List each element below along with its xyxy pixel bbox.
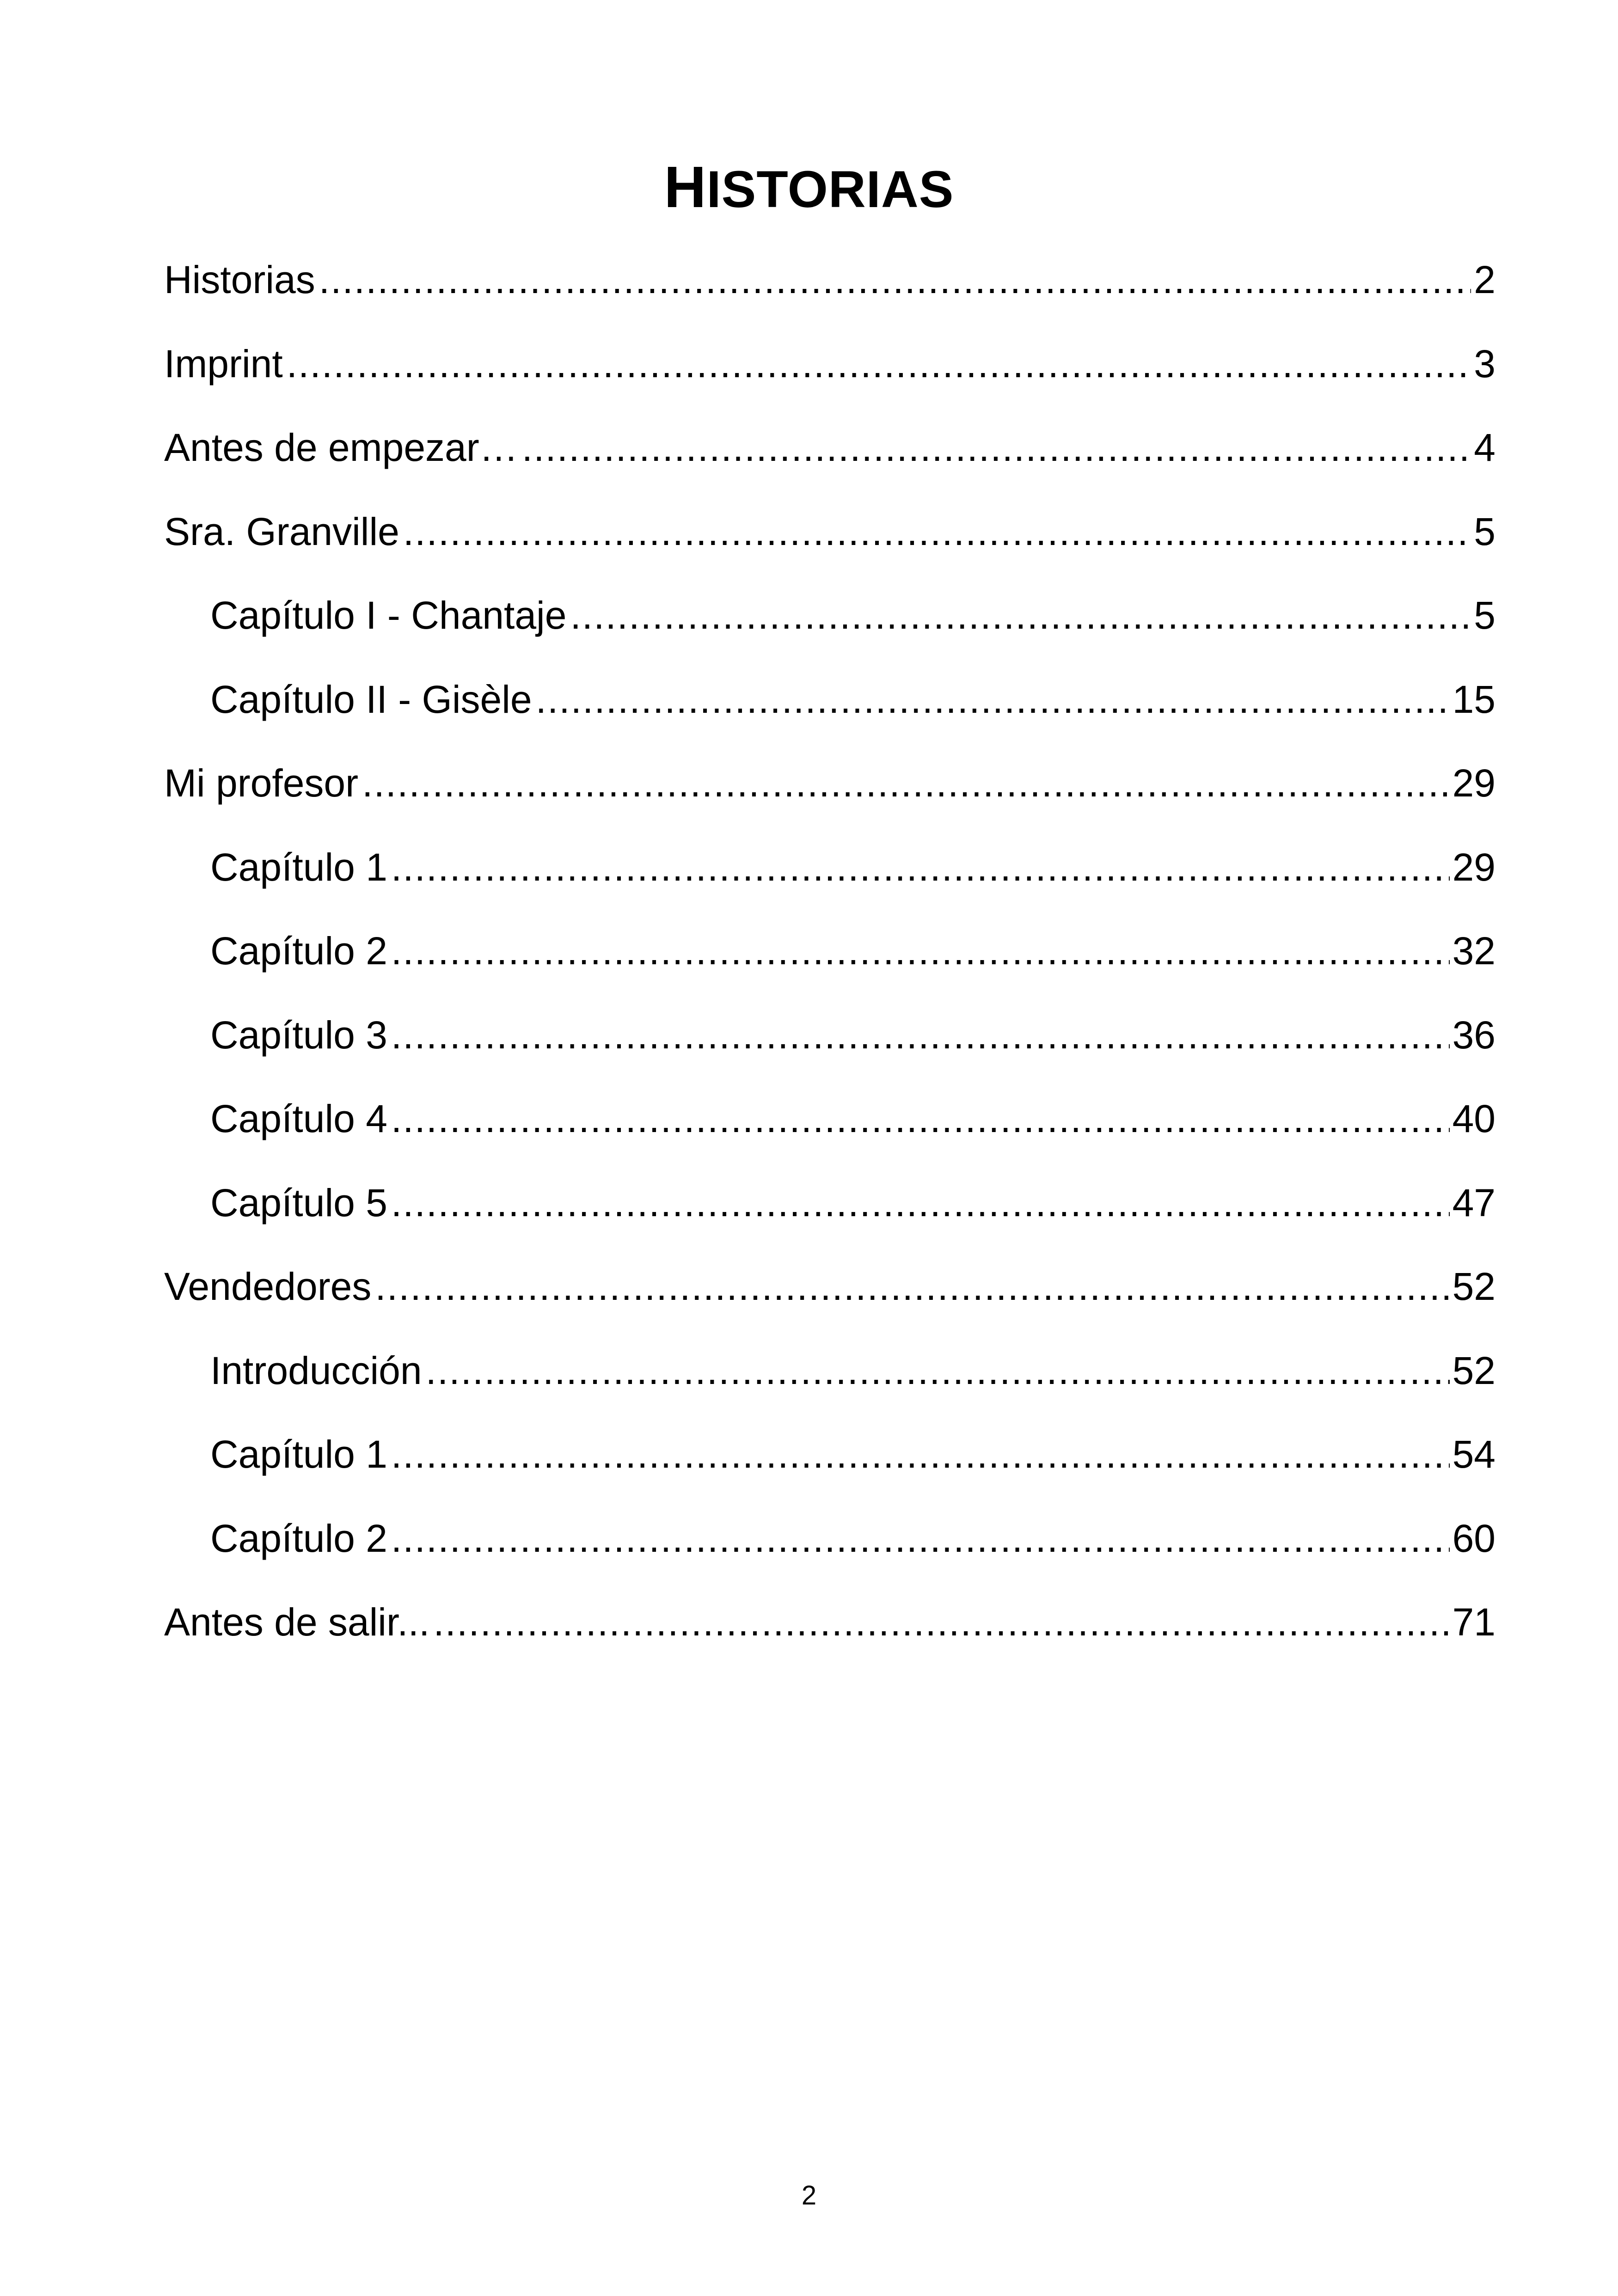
dot-leader xyxy=(433,1594,1449,1650)
toc-entry-historias[interactable] xyxy=(164,252,1495,336)
toc-entry-label: Imprint xyxy=(164,342,283,386)
toc-entry-vendedores-introduccion[interactable] xyxy=(164,1343,1495,1427)
dot-leader xyxy=(391,923,1450,979)
dot-leader xyxy=(391,1175,1450,1231)
toc-entry-page: 32 xyxy=(1452,929,1495,973)
dot-leader xyxy=(391,839,1450,895)
toc-entry-page: 2 xyxy=(1474,258,1495,301)
toc-entry-label: Mi profesor xyxy=(164,761,359,805)
dot-leader xyxy=(319,252,1471,307)
toc-entry-page: 29 xyxy=(1452,761,1495,805)
toc-entry-capitulo-ii-gisele[interactable] xyxy=(164,672,1495,756)
toc-entry-mi-profesor-capitulo-2[interactable] xyxy=(164,923,1495,1007)
toc-entry-label: Capítulo 4 xyxy=(210,1097,387,1140)
toc-entry-antes-de-salir[interactable] xyxy=(164,1594,1495,1678)
toc-entry-mi-profesor-capitulo-4[interactable] xyxy=(164,1091,1495,1175)
toc-entry-label: Introducción xyxy=(210,1348,422,1392)
toc-entry-label: Vendedores xyxy=(164,1265,372,1308)
toc-entry-page: 60 xyxy=(1452,1516,1495,1560)
toc-entry-label: Capítulo 5 xyxy=(210,1181,387,1225)
page-number: 2 xyxy=(801,2180,817,2210)
toc-entry-vendedores-capitulo-2[interactable] xyxy=(164,1511,1495,1595)
dot-leader xyxy=(403,504,1471,559)
toc-entry-mi-profesor-capitulo-5[interactable] xyxy=(164,1175,1495,1259)
dot-leader xyxy=(287,336,1471,392)
toc-entry-imprint[interactable] xyxy=(164,336,1495,420)
dot-leader xyxy=(391,1091,1450,1146)
dot-leader xyxy=(375,1259,1449,1314)
toc-entry-label: Capítulo II - Gisèle xyxy=(210,677,532,721)
toc-entry-page: 4 xyxy=(1474,426,1495,469)
toc-entry-mi-profesor[interactable] xyxy=(164,755,1495,839)
dot-leader xyxy=(426,1343,1450,1398)
toc-entry-label: Antes de salir... xyxy=(164,1600,430,1644)
toc-entry-label: Capítulo 2 xyxy=(210,929,387,973)
page-title xyxy=(0,154,1618,220)
toc-entry-label: Historias xyxy=(164,258,315,301)
toc-entry-page: 36 xyxy=(1452,1013,1495,1057)
toc-entry-page: 47 xyxy=(1452,1181,1495,1225)
toc-entry-page: 52 xyxy=(1452,1348,1495,1392)
dot-leader xyxy=(362,755,1449,811)
toc-entry-antes-de-empezar[interactable] xyxy=(164,420,1495,504)
dot-leader xyxy=(391,1007,1450,1063)
toc-entry-page: 5 xyxy=(1474,594,1495,637)
toc-entry-label: Sra. Granville xyxy=(164,509,399,553)
toc-entry-label: Antes de empezar… xyxy=(164,426,518,469)
toc-entry-page: 54 xyxy=(1452,1433,1495,1476)
toc-entry-mi-profesor-capitulo-1[interactable] xyxy=(164,839,1495,924)
dot-leader xyxy=(391,1511,1450,1566)
dot-leader xyxy=(391,1427,1450,1482)
dot-leader xyxy=(570,588,1471,643)
toc-entry-label: Capítulo 3 xyxy=(210,1013,387,1057)
toc-entry-page: 3 xyxy=(1474,342,1495,386)
table-of-contents xyxy=(164,252,1495,1678)
toc-entry-label: Capítulo 1 xyxy=(210,1433,387,1476)
toc-entry-page: 29 xyxy=(1452,845,1495,889)
toc-entry-mi-profesor-capitulo-3[interactable] xyxy=(164,1007,1495,1091)
toc-entry-page: 40 xyxy=(1452,1097,1495,1140)
toc-entry-label: Capítulo 1 xyxy=(210,845,387,889)
title-display: HISTORIAS xyxy=(664,154,954,220)
toc-entry-label: Capítulo 2 xyxy=(210,1516,387,1560)
toc-entry-page: 15 xyxy=(1452,677,1495,721)
toc-entry-capitulo-i-chantaje[interactable] xyxy=(164,588,1495,672)
toc-entry-page: 5 xyxy=(1474,509,1495,553)
toc-entry-sra-granville[interactable] xyxy=(164,504,1495,588)
dot-leader xyxy=(536,672,1450,727)
toc-entry-page: 71 xyxy=(1452,1600,1495,1644)
toc-entry-label: Capítulo I - Chantaje xyxy=(210,594,567,637)
dot-leader xyxy=(522,420,1471,475)
toc-entry-vendedores-capitulo-1[interactable] xyxy=(164,1427,1495,1511)
toc-entry-page: 52 xyxy=(1452,1265,1495,1308)
toc-entry-vendedores[interactable] xyxy=(164,1259,1495,1343)
